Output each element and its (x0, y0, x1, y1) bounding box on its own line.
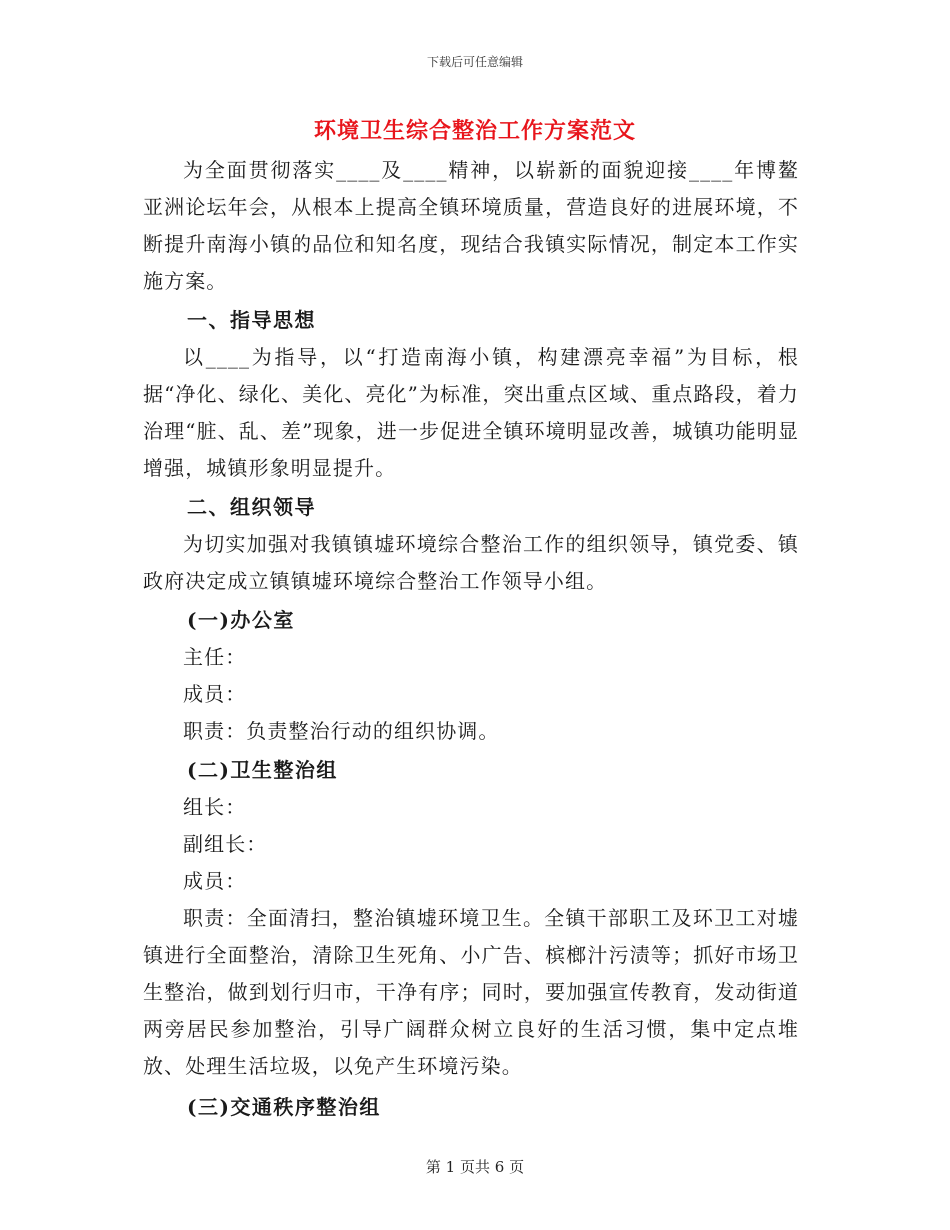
subsection-heading-sanitation: (二)卫生整治组 (187, 758, 338, 782)
office-members: 成员： (183, 682, 247, 706)
organization-paragraph: 为切实加强对我镇镇墟环境综合整治工作的组织领导，镇党委、镇政府决定成立镇镇墟环境综合整治工作领导小组。 (143, 532, 799, 593)
header-note: 下载后可任意编辑 (426, 55, 523, 69)
page-footer: 第 1 页共 6 页 (425, 1158, 525, 1176)
sanitation-members: 成员： (183, 869, 247, 893)
document-body (143, 152, 799, 1126)
intro-paragraph: 为全面贯彻落实____及____精神，以崭新的面貌迎接____年博鳌亚洲论坛年会，从根本上提高全镇环境质量，营造良好的进展环境，不断提升南海小镇的品位和知名度，现结合我镇实际情况，制定本工作实施方案。 (143, 158, 799, 293)
office-duties: 职责：负责整治行动的组织协调。 (183, 719, 500, 743)
guiding-ideology-paragraph: 以____为指导，以“打造南海小镇，构建漂亮幸福”为目标，根据“净化、绿化、美化、亮化”为标准，突出重点区域、重点路段，着力治理“脏、乱、差”现象，进一步促进全镇环境明显改善，城镇功能明显增强，城镇形象明显提升。 (143, 345, 799, 480)
document-title: 环境卫生综合整治工作方案范文 (313, 118, 636, 144)
sanitation-deputy-leader: 副组长： (183, 832, 268, 856)
office-director: 主任： (183, 645, 247, 669)
section-heading-organization: 二、组织领导 (187, 495, 316, 519)
sanitation-duties: 职责：全面清扫，整治镇墟环境卫生。全镇干部职工及环卫工对墟镇进行全面整治，清除卫生死角、小广告、槟榔汁污渍等；抓好市场卫生整治，做到划行归市，干净有序；同时，要加强宣传教育，发动街道两旁居民参加整治，引导广阔群众树立良好的生活习惯，集中定点堆放、处理生活垃圾，以免产生环境污染。 (143, 906, 799, 1078)
subsection-heading-traffic: (三)交通秩序整治组 (187, 1095, 381, 1119)
section-heading-guiding-ideology: 一、指导思想 (187, 308, 316, 332)
subsection-heading-office: (一)办公室 (187, 608, 295, 632)
sanitation-leader: 组长： (183, 795, 247, 819)
